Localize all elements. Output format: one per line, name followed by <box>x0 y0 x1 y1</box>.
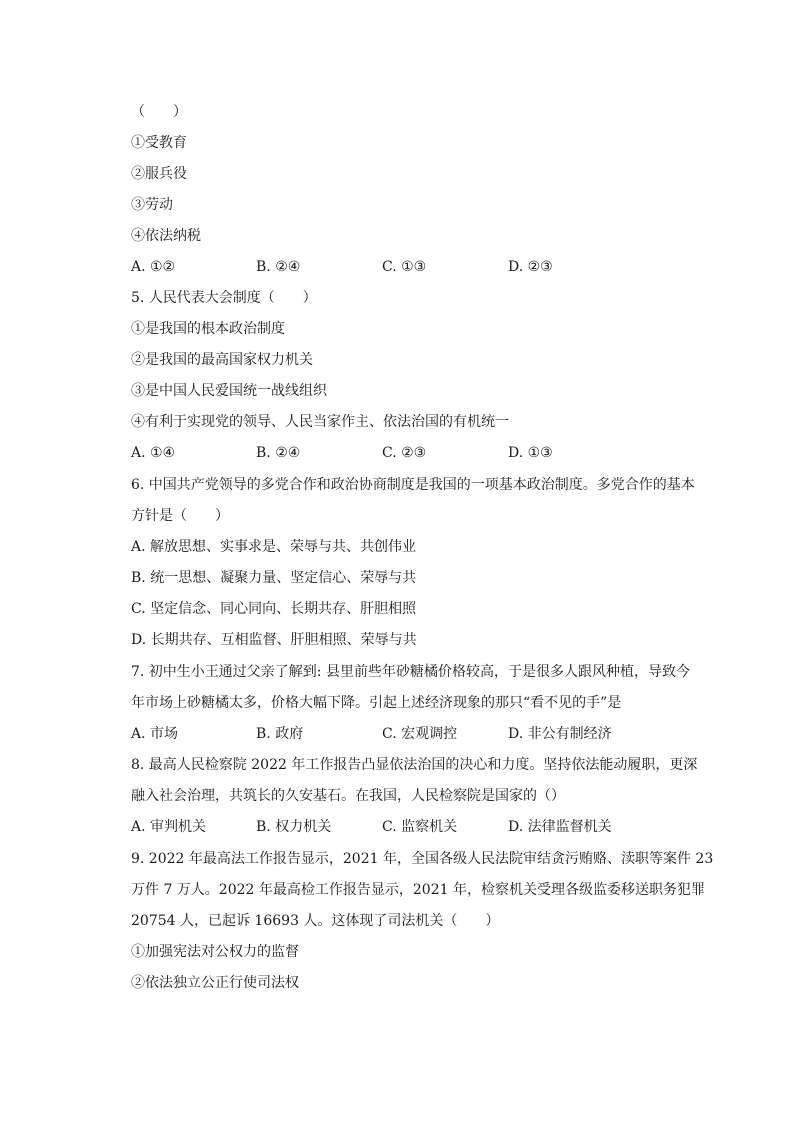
question-7-option-d: D. 非公有制经济 <box>508 726 612 742</box>
question-4-item-2: ②服兵役 <box>131 166 187 182</box>
question-9-stem-line-3: 20754 人，已起诉 16693 人。这体现了司法机关（ ） <box>131 913 500 929</box>
question-8-option-c: C. 监察机关 <box>382 819 458 835</box>
question-7-option-c: C. 宏观调控 <box>382 726 458 742</box>
question-8-stem-line-1: 8. 最高人民检察院 2022 年工作报告凸显依法治国的决心和力度。坚持依法能动履职，更深 <box>131 757 698 773</box>
question-4-stem-tail: （ ） <box>131 104 187 120</box>
question-4-option-d: D. ②③ <box>508 259 553 275</box>
question-9-item-1: ①加强宪法对公权力的监督 <box>131 944 299 960</box>
question-4-option-a: A. ①② <box>131 259 176 275</box>
question-6-option-a: A. 解放思想、实事求是、荣辱与共、共创伟业 <box>131 539 417 555</box>
question-5-item-4: ④有利于实现党的领导、人民当家作主、依法治国的有机统一 <box>131 414 509 430</box>
question-7-option-b: B. 政府 <box>256 726 304 742</box>
question-4-option-b: B. ②④ <box>256 259 301 275</box>
question-7-stem-line-2: 年市场上砂糖橘太多，价格大幅下降。引起上述经济现象的那只“看不见的手”是 <box>131 695 622 711</box>
question-8-option-d: D. 法律监督机关 <box>508 819 612 835</box>
question-8-stem-line-2: 融入社会治理，共筑长的久安基石。在我国，人民检察院是国家的（） <box>131 788 565 804</box>
question-6-stem-line-2: 方针是（ ） <box>131 508 229 524</box>
question-5-item-3: ③是中国人民爱国统一战线组织 <box>131 383 327 399</box>
question-4-item-3: ③劳动 <box>131 197 173 213</box>
question-5-option-b: B. ②④ <box>256 445 301 461</box>
question-5-stem: 5. 人民代表大会制度（ ） <box>131 290 317 306</box>
question-9-stem-line-1: 9. 2022 年最高法工作报告显示，2021 年，全国各级人民法院审结贪污贿赂、渎职等案件 23 <box>131 851 714 867</box>
question-5-option-c: C. ②③ <box>382 445 427 461</box>
question-4-item-1: ①受教育 <box>131 135 187 151</box>
question-4-option-c: C. ①③ <box>382 259 427 275</box>
question-9-item-2: ②依法独立公正行使司法权 <box>131 975 299 991</box>
question-6-option-b: B. 统一思想、凝聚力量、坚定信心、荣辱与共 <box>131 570 417 586</box>
question-7-stem-line-1: 7. 初中生小王通过父亲了解到: 县里前些年砂糖橘价格较高，于是很多人跟风种植，导致今 <box>131 664 690 680</box>
question-4-item-4: ④依法纳税 <box>131 228 201 244</box>
question-9-stem-line-2: 万件 7 万人。2022 年最高检工作报告显示，2021 年，检察机关受理各级监委移送职务犯罪 <box>131 882 705 898</box>
question-5-option-a: A. ①④ <box>131 445 176 461</box>
question-5-option-d: D. ①③ <box>508 445 553 461</box>
question-7-option-a: A. 市场 <box>131 726 179 742</box>
question-6-option-c: C. 坚定信念、同心同向、长期共存、肝胆相照 <box>131 601 417 617</box>
question-5-item-2: ②是我国的最高国家权力机关 <box>131 352 313 368</box>
question-6-option-d: D. 长期共存、互相监督、肝胆相照、荣辱与共 <box>131 632 417 648</box>
question-5-item-1: ①是我国的根本政治制度 <box>131 321 285 337</box>
question-8-option-a: A. 审判机关 <box>131 819 207 835</box>
question-6-stem-line-1: 6. 中国共产党领导的多党合作和政治协商制度是我国的一项基本政治制度。多党合作的基本 <box>131 477 695 493</box>
question-8-option-b: B. 权力机关 <box>256 819 332 835</box>
